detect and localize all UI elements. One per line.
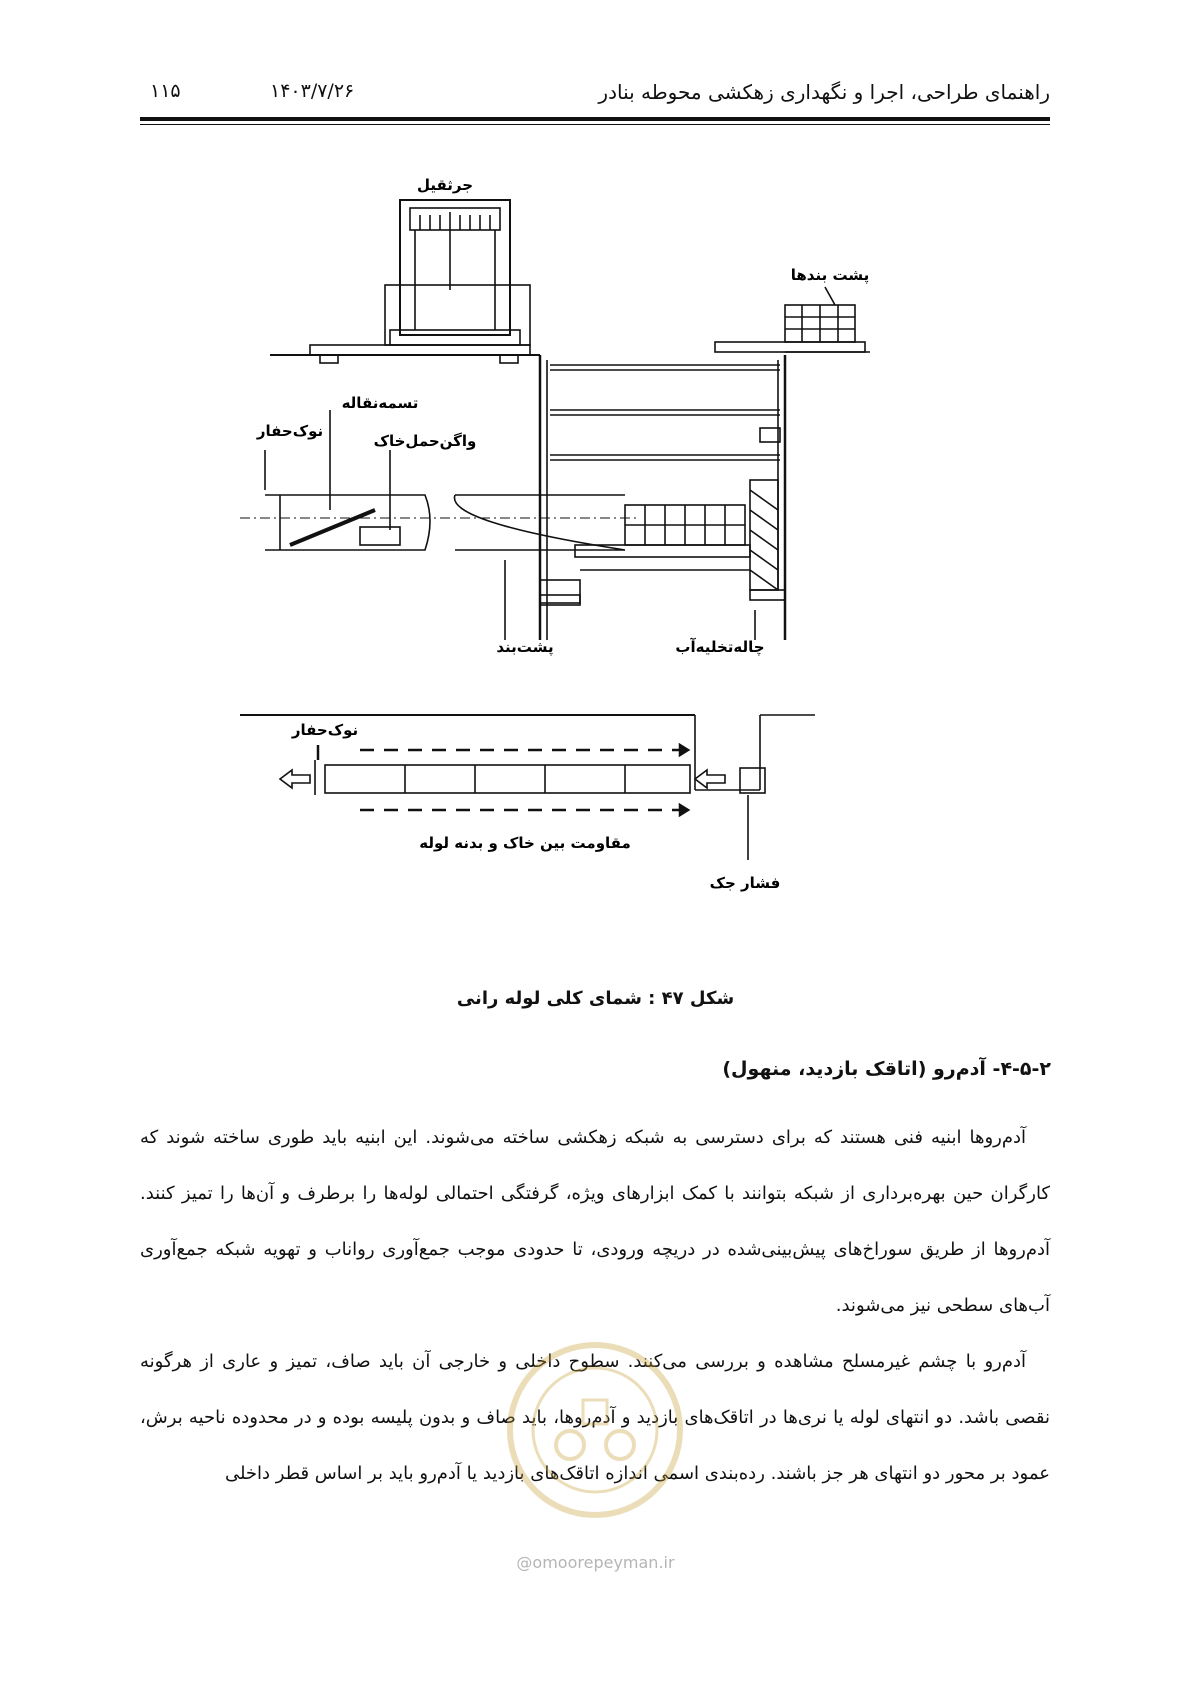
paragraph-2: آدم‌رو با چشم غیرمسلح مشاهده و بررسی می‌کنند. سطوح داخلی و خارجی آن باید صاف، تمیز و عاری از هرگونه نقصی باشد. دو انتهای لوله یا نری‌ها در اتاقک‌های بازدید و آدم‌روها، باید صاف و بدون پلیسه بوده و در محدوده ناحیه برش، عمود بر محور دو انتهای هر جز باشند. رده‌بندی اسمی اندازه اتاقک‌های بازدید یا آدم‌رو باید بر اساس قطر داخلی: [140, 1351, 1050, 1484]
label-friction: مقاومت بین خاک و بدنه لوله: [419, 834, 631, 852]
header-date: ۱۴۰۳/۷/۲۶: [270, 80, 355, 102]
label-backstops-top: پشت بندها: [790, 266, 870, 284]
watermark-url: @omoorepeyman.ir: [516, 1553, 675, 1572]
figure-caption: شکل ۴۷ : شمای کلی لوله رانی: [456, 988, 735, 1009]
label-soil-wagon: واگن‌حمل‌خاک: [373, 432, 477, 450]
page-header: [140, 76, 1050, 112]
pipe-jacking-figure: [240, 170, 920, 970]
label-drainage-pit: چاله‌تخلیه‌آب: [675, 638, 765, 656]
label-backstop-bottom: پشت‌بند: [496, 638, 554, 656]
header-rule-thick: [140, 117, 1050, 121]
pipe-jacking-diagram: [240, 170, 920, 970]
watermark-logo: [495, 1330, 695, 1530]
label-cutter-head-2: نوک‌حفار: [291, 721, 359, 739]
header-rule-thin: [140, 124, 1050, 125]
label-cutter-head: نوک‌حفار: [256, 422, 324, 440]
header-title: راهنمای طراحی، اجرا و نگهداری زهکشی محوطه بنادر: [598, 80, 1050, 104]
page-number: ۱۱۵: [150, 80, 181, 102]
section-heading: ۴-۵-۲- آدم‌رو (اتاقک بازدید، منهول): [722, 1058, 1051, 1080]
paragraph-1: آدم‌روها ابنیه فنی هستند که برای دسترسی به شبکه زهکشی ساخته می‌شوند. این ابنیه باید طوری ساخته شوند که کارگران حین بهره‌برداری از شبکه بتوانند با کمک ابزارهای ویژه، گرفتگی احتمالی لوله‌ها را برطرف و آن‌ها را تمیز کنند. آدم‌روها از طریق سوراخ‌های پیش‌بینی‌شده در دریچه ورودی، تا حدودی موجب جمع‌آوری رواناب و تهویه شبکه جمع‌آوری آب‌های سطحی نیز می‌شوند.: [140, 1127, 1050, 1316]
label-jack-pressure: فشار جک: [709, 874, 781, 892]
label-crane: جرثقیل: [416, 176, 474, 194]
label-conveyor: تسمه‌نقاله: [341, 394, 419, 412]
